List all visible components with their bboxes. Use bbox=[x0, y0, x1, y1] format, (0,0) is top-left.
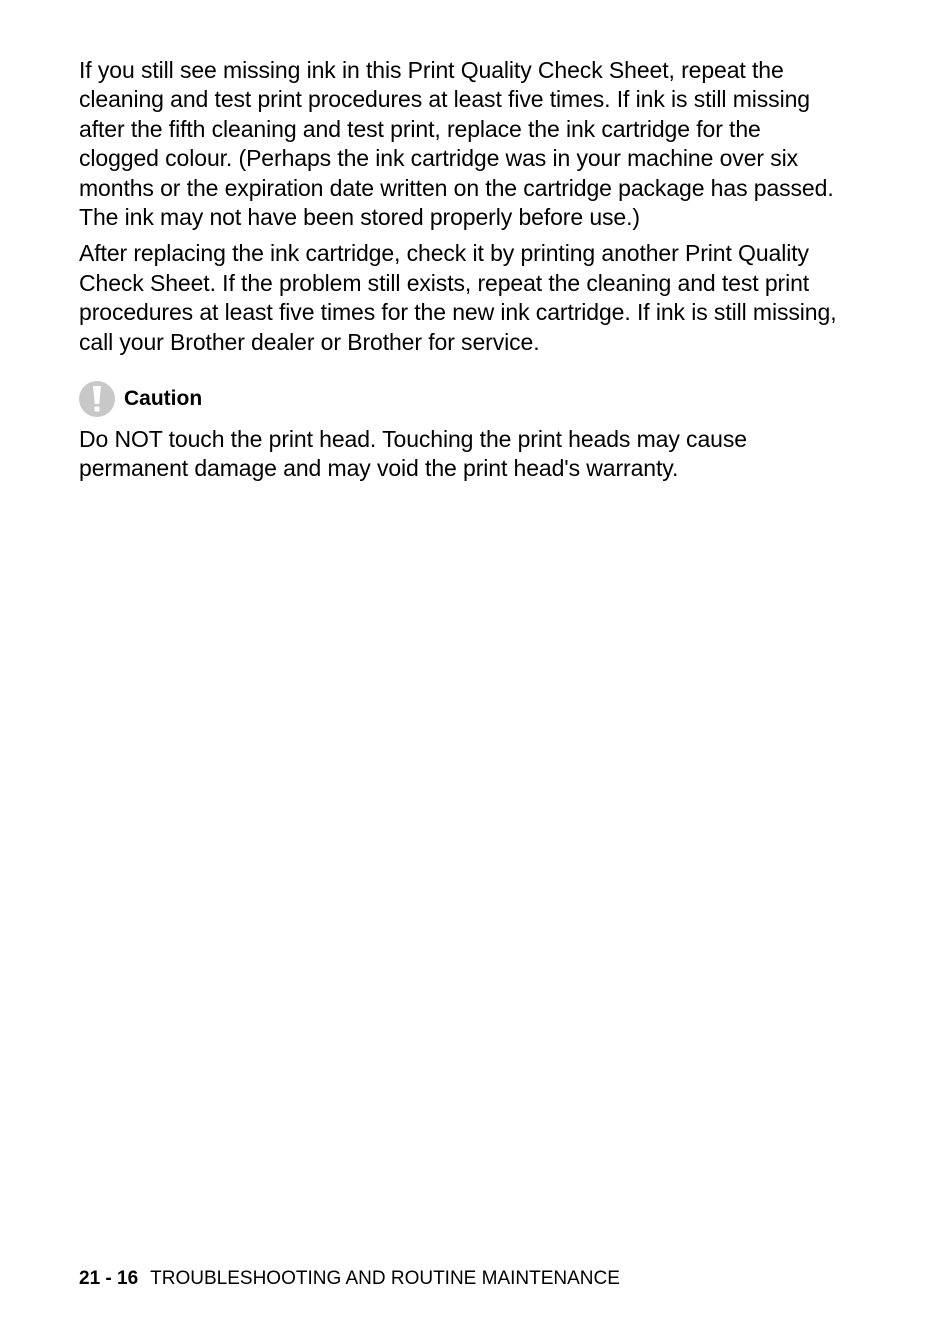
section-title: TROUBLESHOOTING AND ROUTINE MAINTENANCE bbox=[150, 1268, 620, 1289]
page-content bbox=[79, 56, 839, 484]
page-footer bbox=[79, 1268, 620, 1290]
paragraph-missing-ink: If you still see missing ink in this Print Quality Check Sheet, repeat the cleaning and test print procedures at least five times. If ink is still missing after the fifth cleaning and test print, replace the ink cartridge for the clogged colour. (Perhaps the ink cartridge was in your machine over six months or the expiration date written on the cartridge package has passed. The ink may not have been stored properly before use.) bbox=[79, 57, 834, 231]
caution-header bbox=[79, 381, 839, 417]
page-number: 21 - 16 bbox=[79, 1268, 139, 1289]
exclamation-icon bbox=[79, 381, 115, 417]
caution-text: Do NOT touch the print head. Touching the print heads may cause permanent damage and may void the print head's warranty. bbox=[79, 426, 747, 482]
paragraph-after-replacing: After replacing the ink cartridge, check it by printing another Print Quality Check Sheet. If the problem still exists, repeat the cleaning and test print procedures at least five times for the new ink cartridge. If ink is still missing, call your Brother dealer or Brother for service. bbox=[79, 240, 837, 355]
caution-title: Caution bbox=[124, 387, 203, 411]
